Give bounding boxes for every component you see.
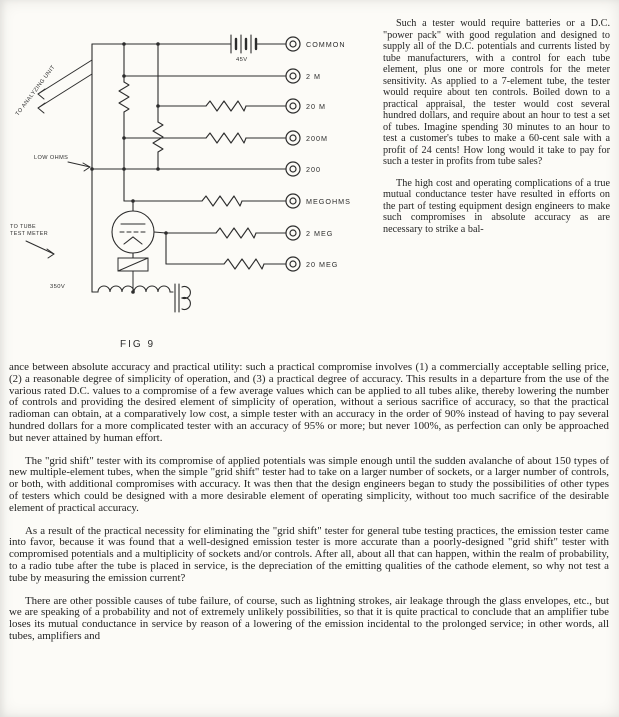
schematic-labels [10, 40, 351, 350]
low-ohms-label: LOW OHMS [34, 155, 69, 161]
transformer-icon [175, 284, 190, 312]
resistor-icon [206, 101, 246, 111]
terminal-2m [286, 69, 300, 83]
paragraph-compromise: ance between absolute accuracy and practical utility: such a practical compromise involves (1) a commercially acceptable selling price, (2) a reasonable degree of simplicity of operation, and (3) a practical degree of accuracy. This results in a departure from the use of the various rated D.C. values to a compromise of a few average values which can be applied to all tubes alike, thereby lowering the number of controls and providing the desired element of simplicity of operation, without a serious sacrifice of accuracy, so that the practical radioman can obtain, at a comparatively low cost, a simple tester with an accuracy in the order of 90% instead of having to pay several hundred dollars for a more complicated tester with an accuracy of 95% or more; but never 100%, as perfection can only be approached but never attained by human effort. [9, 361, 609, 444]
terminal-label-200m: 200M [306, 134, 328, 143]
output-terminals [286, 37, 300, 271]
tube-icon [112, 201, 166, 258]
terminal-200m [286, 131, 300, 145]
terminal-2meg [286, 226, 300, 240]
battery-voltage-label: 45V [236, 57, 248, 63]
right-text-column [383, 18, 610, 245]
coil-icon [98, 286, 173, 292]
resistor-icon [153, 122, 163, 152]
terminal-20meg [286, 257, 300, 271]
resistor-icon [216, 228, 256, 238]
schematic-wiring [92, 44, 286, 292]
terminal-label-megohms: MEGOHMS [306, 197, 351, 206]
tube-meter-arrow [26, 241, 54, 258]
terminal-megohms [286, 194, 300, 208]
terminal-label-200: 200 [306, 165, 321, 174]
tube-meter-label-line2: TEST METER [10, 231, 49, 237]
figure-caption: FIG 9 [120, 339, 156, 350]
paragraph-emission-tester: As a result of the practical necessity for eliminating the "grid shift" tester for general tube testing practices, the emission tester came into favor, because it was found that a well-designed emission tester is more accurate than a poorly-designed "grid shift" tester with compromised potentials and a multiplicity of sockets and/or controls. After all, about all that can happen, within the realm of probability, to a radio tube after the tube is placed in service, is the depreciation of the emitting qualities of the cathode element, so why not test a tube by measuring the emission current? [9, 524, 609, 584]
terminal-label-2m: 2 M [306, 72, 321, 81]
terminal-20m [286, 99, 300, 113]
paragraph-tube-failure: There are other possible causes of tube failure, of course, such as lightning strokes, air leakage through the glass envelopes, etc., but we are speaking of a probability and not of extremely unlikely possibilities, so that it is quite practical to conclude that an amplifier tube loses its mutual conductance in service by reason of a lowering of the emission incidental to the prolonged service; in other words, all tubes, amplifiers and [9, 594, 609, 642]
paragraph-high-cost: The high cost and operating complications of a true mutual conductance tester have resulted in efforts on the part of testing equipment design engineers to make such compromises in absolute accuracy as are necessary to strike a bal- [383, 177, 610, 235]
figure9-schematic [6, 4, 378, 360]
terminal-label-20meg: 20 MEG [306, 260, 339, 269]
junction-dots [90, 42, 168, 294]
paragraph-grid-shift: The "grid shift" tester with its compromise of applied potentials was simple enough until the sudden avalanche of about 150 types of new multiple-element tubes, when the simple "grid shift" tester had to take on a larger number of sockets, or a larger number of controls, or both, with additional compromises with accuracy. It was then that the design engineers began to study the possibilities of other types of testers which could be designed with a more desirable element of operating simplicity, without too much sacrifice of the desirable element of practical accuracy. [9, 454, 609, 514]
terminal-label-20m: 20 M [306, 102, 326, 111]
analyzing-unit-arrows [38, 60, 92, 113]
resistor-icon [224, 259, 264, 269]
battery-icon [228, 35, 286, 53]
low-ohms-arrow [68, 162, 90, 171]
schematic-drawing [6, 4, 378, 360]
resistor-icon [202, 196, 242, 206]
tube-meter-label-line1: TO TUBE [10, 224, 36, 230]
plate-voltage-label: 350V [50, 284, 66, 290]
body-text [9, 362, 609, 654]
resistor-icon [206, 133, 246, 143]
terminal-200 [286, 162, 300, 176]
terminal-label-2meg: 2 MEG [306, 229, 334, 238]
terminal-common [286, 37, 300, 51]
paragraph-tester-cost: Such a tester would require batteries or a D.C. "power pack" with good regulation and designed to supply all of the D.C. potentials and currents listed by tube manufacturers, with a control for each tube element, plus one or more controls for the meter sensitivity. As applied to a 7-element tube, the tester would require about ten controls. Boiled down to a practical appraisal, the tester would cost several hundred dollars, and require about an hour to test a set of tubes. Imagine spending 30 minutes to an hour to test a customer's tubes to make a 60-cent sale with a profit of 24 cents! How long would it take to pay for such a tester in profits from tube sales? [383, 18, 610, 167]
terminal-label-common: COMMON [306, 40, 346, 49]
resistor-icon [119, 82, 129, 112]
analyzing-unit-label: TO ANALYZING UNIT [14, 64, 57, 118]
